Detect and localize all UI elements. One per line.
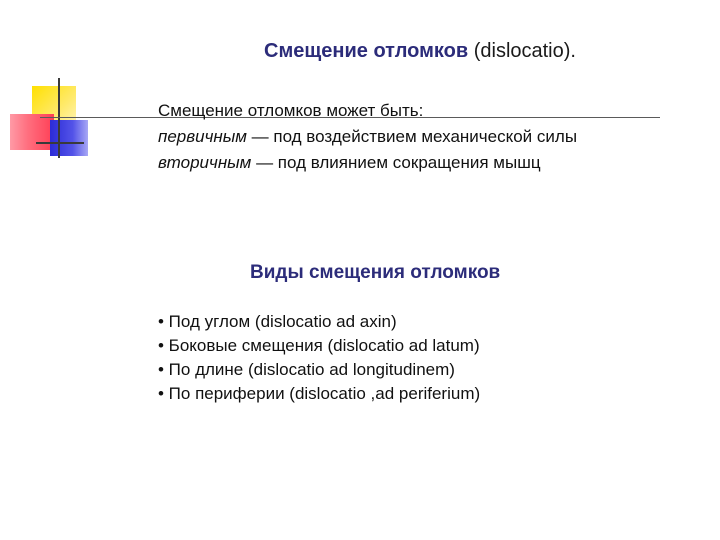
- logo-blue-square: [50, 120, 88, 156]
- intro-block: [158, 98, 698, 176]
- slide-title: [0, 40, 720, 63]
- list-item: • По длине (dislocatio ad longitudinem): [158, 360, 455, 379]
- logo-horizontal-line: [36, 142, 84, 144]
- intro-line-1: Смещение отломков может быть:: [158, 101, 424, 120]
- list-item: • Под углом (dislocatio ad axin): [158, 312, 397, 331]
- list-item: • Боковые смещения (dislocatio ad latum): [158, 336, 480, 355]
- intro-line-2: [158, 124, 698, 150]
- intro-line-3-rest: — под влиянием сокращения мышц: [251, 153, 541, 172]
- slide-title-bold: Смещение отломков: [264, 40, 469, 62]
- intro-line-3-italic: вторичным: [158, 153, 252, 172]
- displacement-list: [158, 310, 480, 406]
- logo-red-square: [10, 114, 54, 150]
- intro-line-3: [158, 150, 698, 176]
- list-item: • По периферии (dislocatio ,ad periferium): [158, 384, 481, 403]
- intro-line-2-italic: первичным: [158, 127, 247, 146]
- intro-line-2-rest: — под воздействием механической силы: [246, 127, 578, 146]
- logo-vertical-line: [58, 78, 60, 158]
- slide-title-normal: (dislocatio).: [468, 40, 576, 62]
- section-subtitle: Виды смещения отломков: [250, 262, 501, 283]
